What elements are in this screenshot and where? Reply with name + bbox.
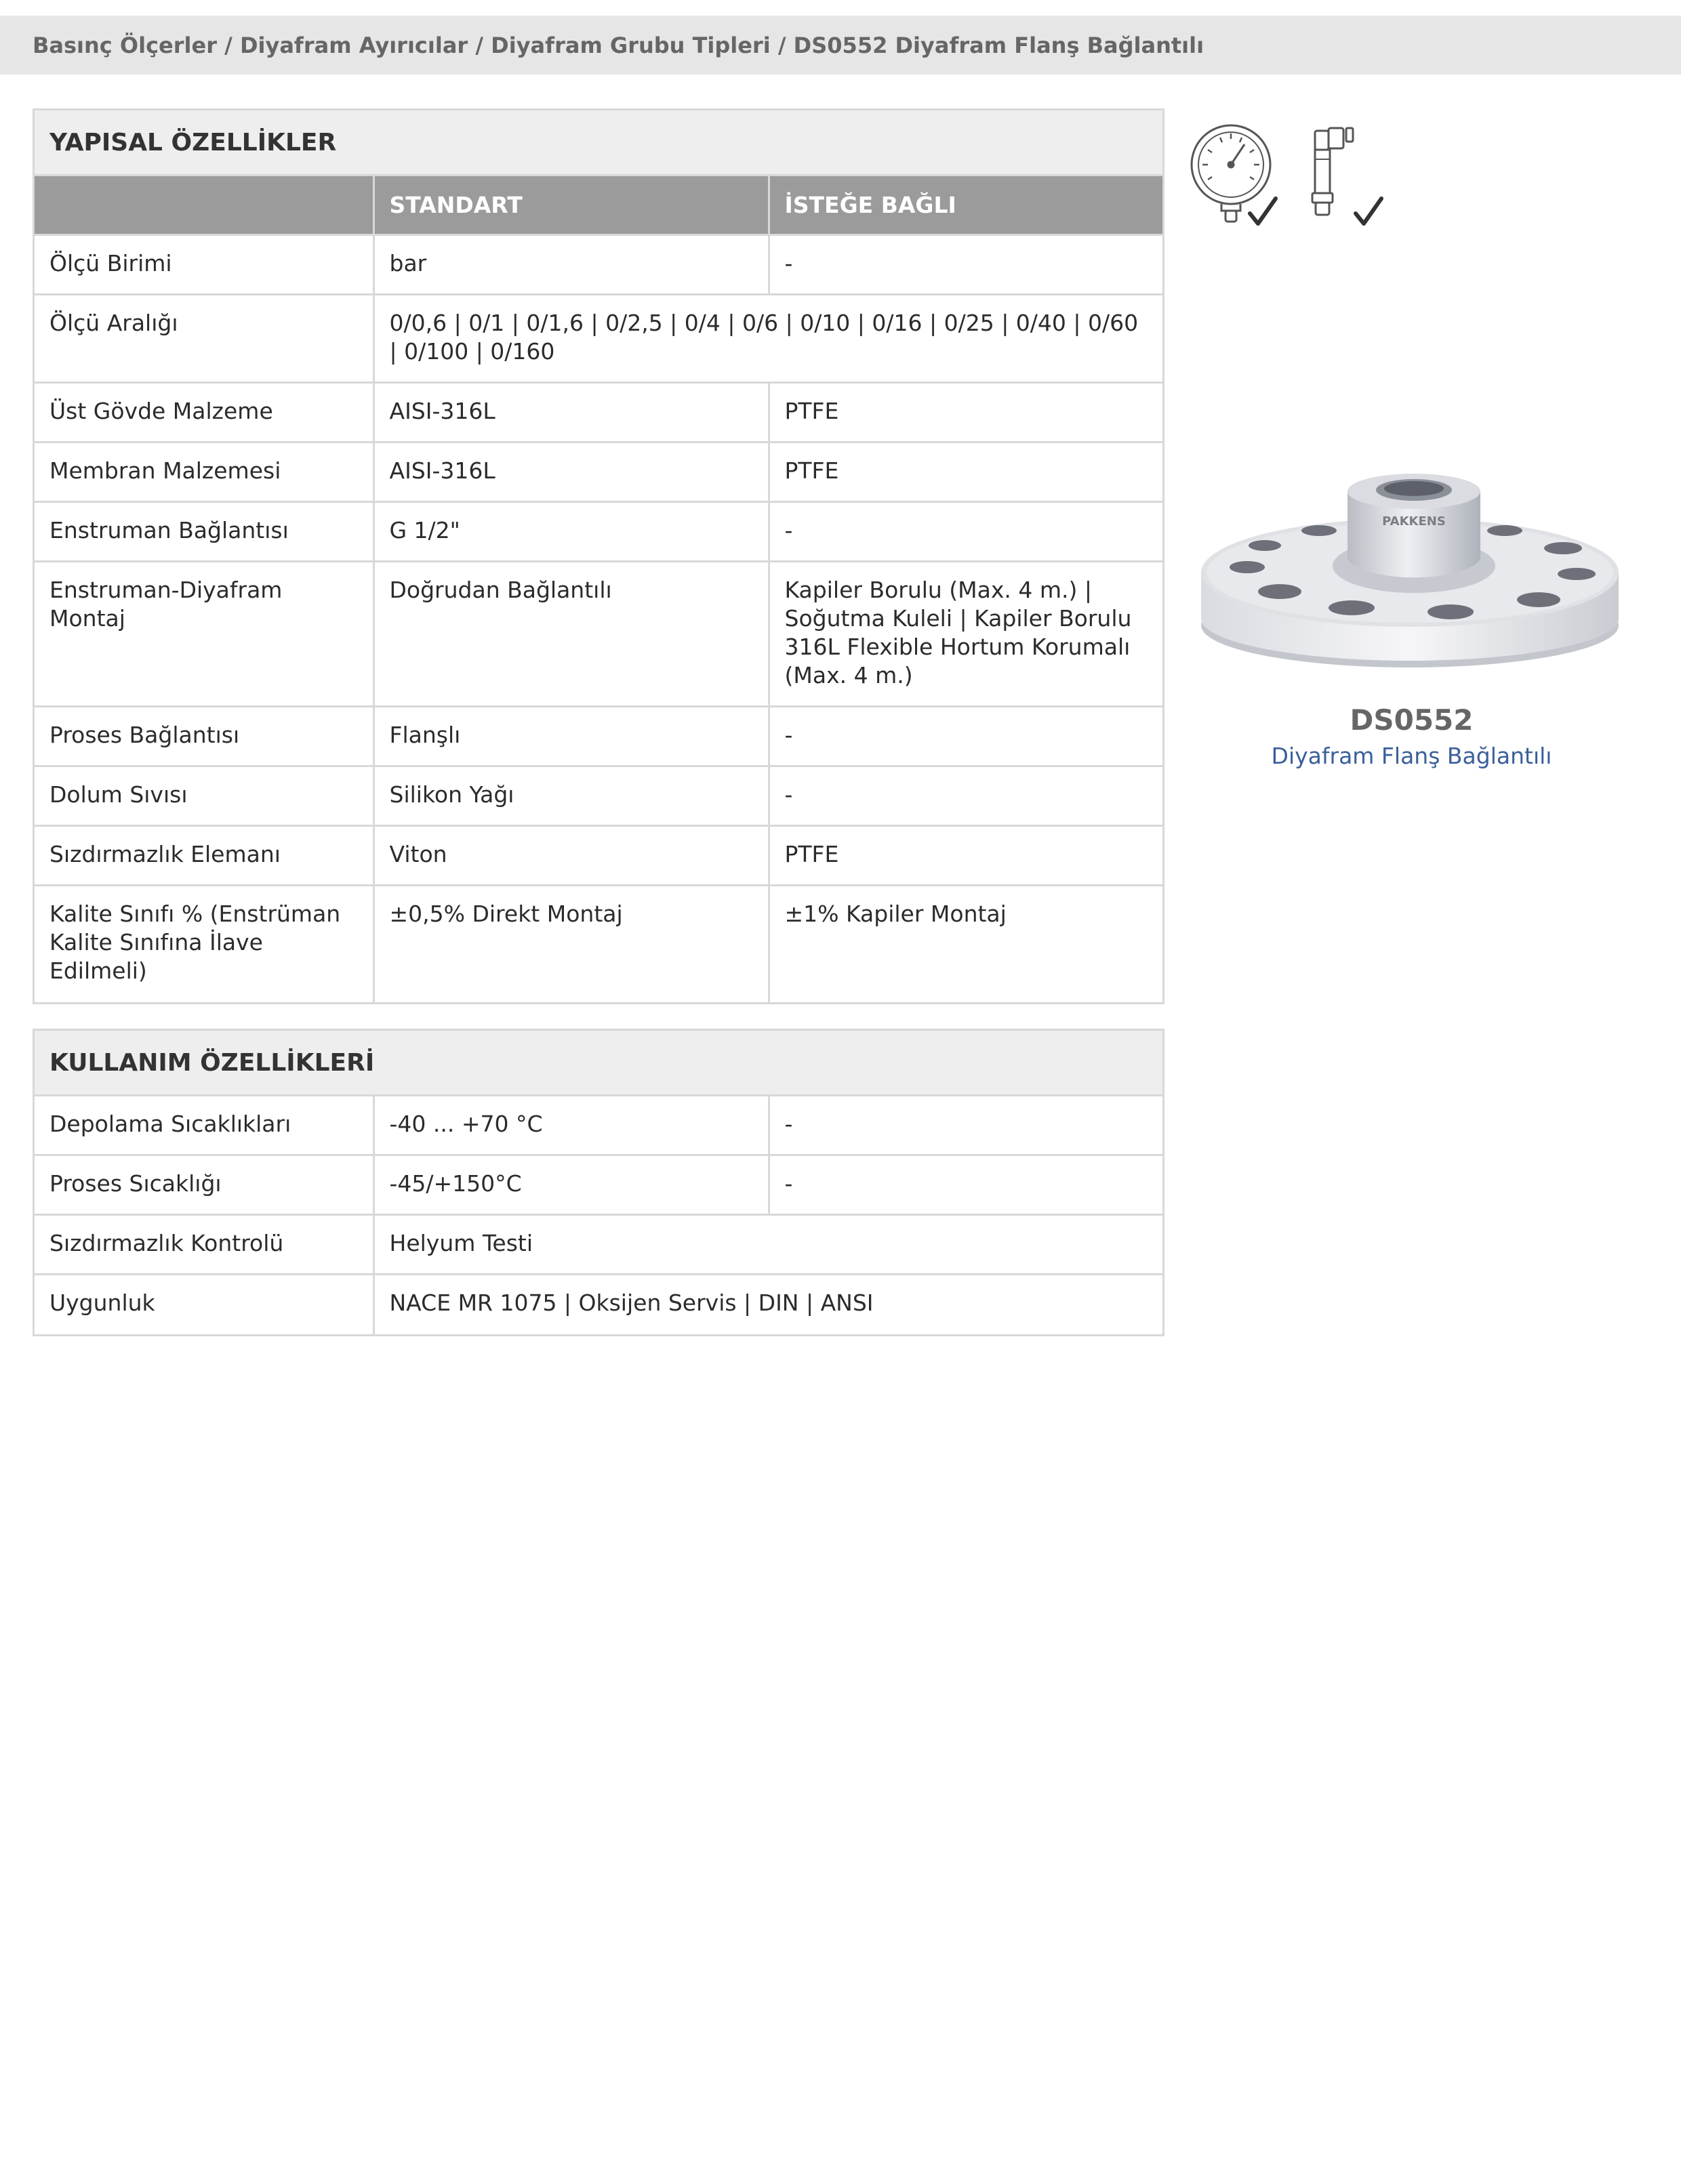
table-row — [35, 295, 1162, 383]
row-label: Kalite Sınıfı % (Enstrüman Kalite Sınıfına İlave Edilmeli) — [35, 886, 373, 1002]
table-row — [35, 1215, 1162, 1275]
checkmark-icon — [1250, 199, 1276, 224]
structural-properties-panel — [33, 108, 1164, 1004]
row-standard: AISI-316L — [373, 383, 769, 442]
row-optional: - — [769, 707, 1162, 766]
row-standard: -40 ... +70 °C — [373, 1096, 769, 1155]
structural-properties-table — [35, 174, 1162, 1002]
usage-properties-table — [35, 1094, 1162, 1334]
row-optional: PTFE — [769, 826, 1162, 886]
row-optional: PTFE — [769, 442, 1162, 502]
row-label: Sızdırmazlık Elemanı — [35, 826, 373, 886]
table-row — [35, 766, 1162, 826]
table-row — [35, 826, 1162, 886]
row-label: Proses Sıcaklığı — [35, 1155, 373, 1215]
product-image — [1200, 457, 1623, 667]
row-standard: Helyum Testi — [373, 1215, 1162, 1275]
row-standard: -45/+150°C — [373, 1155, 769, 1215]
table-row — [35, 707, 1162, 766]
row-standard: bar — [373, 235, 769, 295]
table-header-row — [35, 176, 1162, 235]
product-logo: PAKKENS — [1382, 514, 1446, 529]
row-optional: ±1% Kapiler Montaj — [769, 886, 1162, 1002]
pressure-gauge-icon — [1192, 125, 1270, 222]
table-row — [35, 562, 1162, 707]
table-row — [35, 235, 1162, 295]
table-row — [35, 383, 1162, 442]
breadcrumb: Basınç Ölçerler / Diyafram Ayırıcılar / Diyafram Grubu Tipleri / DS0552 Diyafram Flanş Bağlantılı — [0, 16, 1681, 75]
checkmark-icon — [1356, 199, 1381, 224]
table-row — [35, 502, 1162, 562]
row-label: Enstruman Bağlantısı — [35, 502, 373, 562]
usage-properties-panel — [33, 1029, 1164, 1336]
row-label: Ölçü Birimi — [35, 235, 373, 295]
row-standard: Doğrudan Bağlantılı — [373, 562, 769, 707]
compatibility-icons — [1188, 119, 1398, 234]
row-label: Sızdırmazlık Kontrolü — [35, 1215, 373, 1275]
row-optional: PTFE — [769, 383, 1162, 442]
row-standard: Viton — [373, 826, 769, 886]
table-row — [35, 1155, 1162, 1215]
row-optional: - — [769, 1155, 1162, 1215]
row-standard: G 1/2" — [373, 502, 769, 562]
row-label: Proses Bağlantısı — [35, 707, 373, 766]
product-description: Diyafram Flanş Bağlantılı — [1271, 743, 1552, 769]
row-optional: - — [769, 766, 1162, 826]
table-row — [35, 1275, 1162, 1334]
row-optional: - — [769, 502, 1162, 562]
header-empty — [35, 176, 373, 235]
row-label: Dolum Sıvısı — [35, 766, 373, 826]
row-standard: AISI-316L — [373, 442, 769, 502]
row-standard: Silikon Yağı — [373, 766, 769, 826]
row-label: Enstruman-Diyafram Montaj — [35, 562, 373, 707]
row-standard: NACE MR 1075 | Oksijen Servis | DIN | ANSI — [373, 1275, 1162, 1334]
row-label: Ölçü Aralığı — [35, 295, 373, 383]
row-label: Üst Gövde Malzeme — [35, 383, 373, 442]
row-standard: Flanşlı — [373, 707, 769, 766]
row-optional: - — [769, 1096, 1162, 1155]
section-title-structural: YAPISAL ÖZELLİKLER — [35, 110, 1162, 174]
row-standard: ±0,5% Direkt Montaj — [373, 886, 769, 1002]
row-standard: 0/0,6 | 0/1 | 0/1,6 | 0/2,5 | 0/4 | 0/6 | 0/10 | 0/16 | 0/25 | 0/40 | 0/60 | 0/100 | 0/160 — [373, 295, 1162, 383]
header-optional: İSTEĞE BAĞLI — [769, 176, 1162, 235]
row-label: Depolama Sıcaklıkları — [35, 1096, 373, 1155]
table-row — [35, 442, 1162, 502]
table-row — [35, 1096, 1162, 1155]
product-code: DS0552 — [1350, 703, 1474, 737]
row-optional: Kapiler Borulu (Max. 4 m.) | Soğutma Kuleli | Kapiler Borulu 316L Flexible Hortum Korumalı (Max. 4 m.) — [769, 562, 1162, 707]
section-title-usage: KULLANIM ÖZELLİKLERİ — [35, 1031, 1162, 1094]
table-row — [35, 886, 1162, 1002]
pressure-transmitter-icon — [1312, 128, 1353, 215]
row-label: Uygunluk — [35, 1275, 373, 1334]
row-optional: - — [769, 235, 1162, 295]
row-label: Membran Malzemesi — [35, 442, 373, 502]
header-standard: STANDART — [373, 176, 769, 235]
